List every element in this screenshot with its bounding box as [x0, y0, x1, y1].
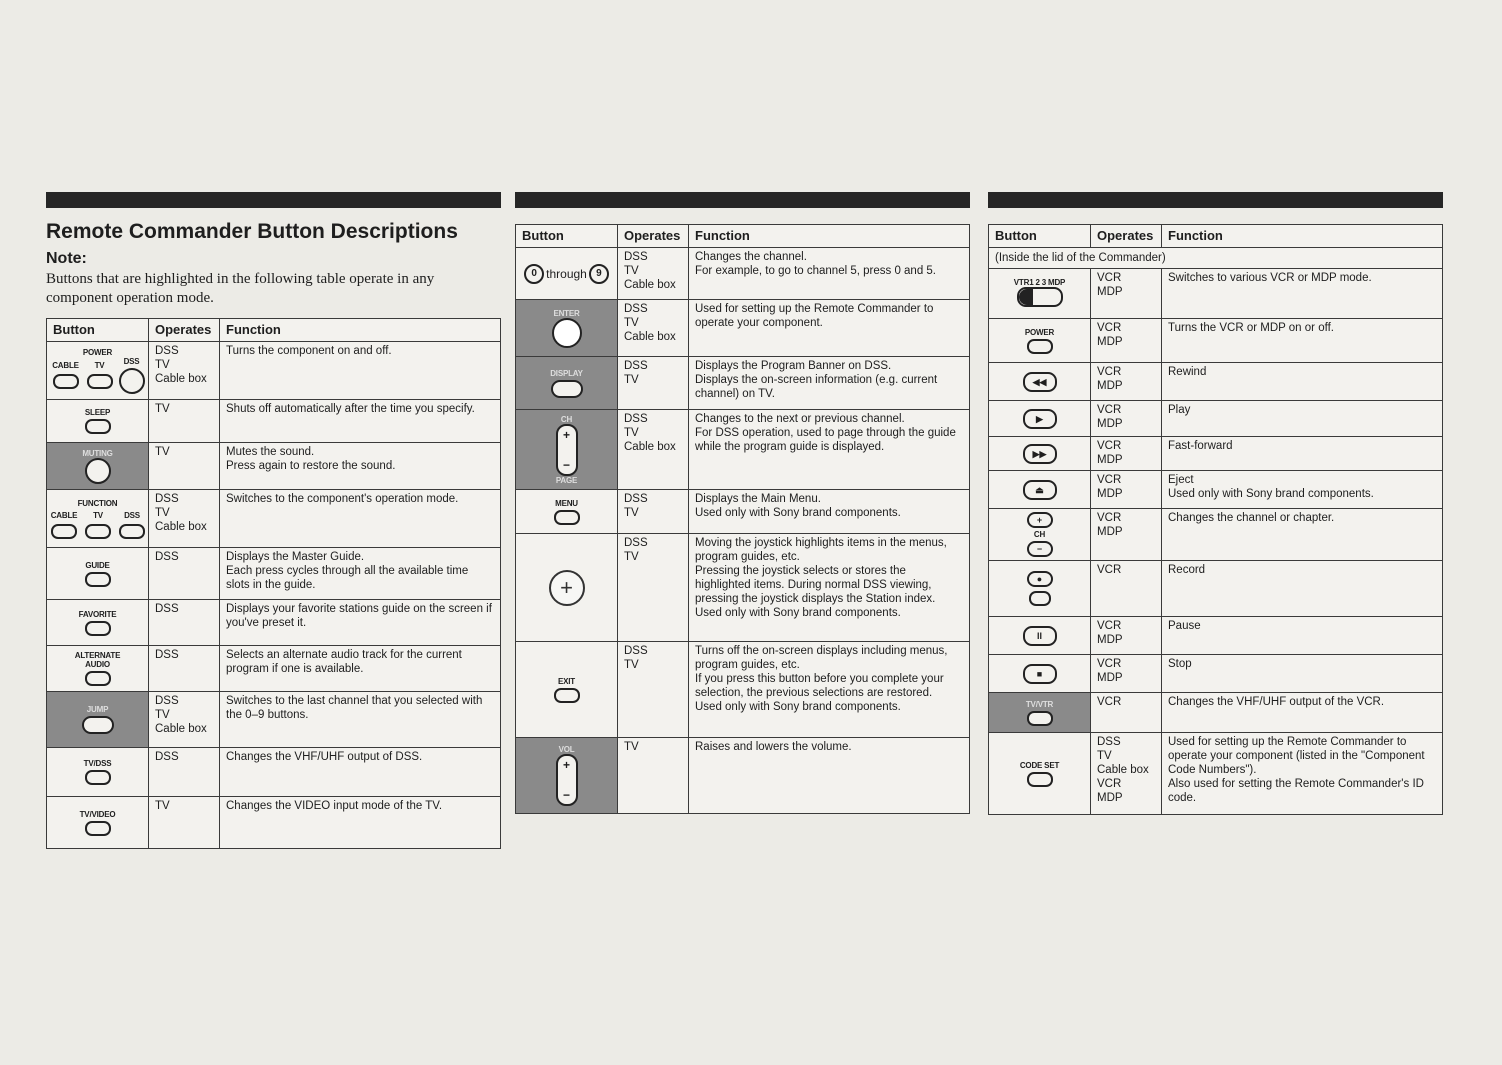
table-row [989, 437, 1443, 471]
header-bar [515, 192, 970, 208]
operates-cell: VCR MDP [1091, 509, 1162, 561]
function-cell: Turns off the on-screen displays including menus, program guides, etc. If you press this button before you complete your selection, the previous selections are restored. Used only with Sony brand components. [689, 642, 970, 738]
header-function: Function [1162, 225, 1443, 248]
favorite-button-icon [85, 621, 111, 636]
tv-function-button-icon [85, 524, 111, 539]
minus-icon: − [1027, 541, 1053, 557]
button-label: TV/VTR [1025, 699, 1054, 709]
function-cell: Turns the VCR or MDP on or off. [1162, 319, 1443, 363]
tv-vtr-button-icon [1027, 711, 1053, 726]
button-label: CODE SET [1019, 760, 1060, 770]
power-buttons [47, 342, 149, 400]
operates-cell: DSS TV [618, 357, 689, 410]
page-title: Remote Commander Button Descriptions [46, 220, 458, 243]
button-label: DISPLAY [550, 368, 583, 378]
table-row [989, 319, 1443, 363]
button-label: EXIT [558, 676, 575, 686]
exit-button [516, 642, 618, 738]
function-cell: Selects an alternate audio track for the current program if one is available. [220, 646, 501, 692]
jump-button [47, 692, 149, 748]
record-lower-button-icon [1029, 591, 1051, 606]
volume-rocker-icon [556, 754, 578, 806]
plus-icon: + [562, 758, 570, 772]
table-row [989, 733, 1443, 815]
table-row [47, 646, 501, 692]
zero-button-icon: 0 [524, 264, 544, 284]
function-cell: Switches to the component's operation mode. [220, 490, 501, 548]
tv-power-button-icon [87, 374, 113, 389]
play-button [989, 401, 1091, 437]
enter-button-icon [552, 318, 582, 348]
code-set-button-icon [1027, 772, 1053, 787]
button-label: AUDIO [85, 660, 110, 669]
table-row [989, 269, 1443, 319]
record-icon: ● [1027, 571, 1053, 587]
guide-button-icon [85, 572, 111, 587]
middle-button-table [515, 224, 970, 814]
favorite-button [47, 600, 149, 646]
plus-icon: + [1027, 512, 1053, 528]
table-header [989, 225, 1443, 248]
table-row [47, 748, 501, 797]
function-cell: Changes the channel. For example, to go to channel 5, press 0 and 5. [689, 248, 970, 300]
function-cell: Switches to various VCR or MDP mode. [1162, 269, 1443, 319]
muting-button-icon [85, 458, 111, 484]
alternate-audio-button-icon [85, 671, 111, 686]
function-cell: Rewind [1162, 363, 1443, 401]
vcr-power-button-icon [1027, 339, 1053, 354]
table-row [516, 642, 970, 738]
operates-cell: DSS [149, 748, 220, 797]
minus-icon: − [562, 788, 570, 802]
right-panel [988, 192, 1443, 815]
function-cell: Switches to the last channel that you selected with the 0–9 buttons. [220, 692, 501, 748]
button-label: TV/DSS [83, 759, 112, 768]
table-row [989, 471, 1443, 509]
button-label: CABLE [50, 510, 78, 520]
display-button [516, 357, 618, 410]
header-button: Button [989, 225, 1091, 248]
operates-cell: VCR MDP [1091, 319, 1162, 363]
button-label: CH [560, 414, 573, 424]
table-subheading-row [989, 248, 1443, 269]
operates-cell: DSS TV Cable box [149, 342, 220, 400]
function-cell: Record [1162, 561, 1443, 617]
operates-cell: VCR MDP [1091, 363, 1162, 401]
function-cell: Changes the channel or chapter. [1162, 509, 1443, 561]
operates-cell: DSS TV [618, 490, 689, 534]
button-label: POWER [82, 347, 113, 357]
table-row [989, 617, 1443, 655]
operates-cell: DSS TV Cable box [149, 490, 220, 548]
joystick-icon: + [549, 570, 585, 606]
button-label: TV [94, 361, 105, 370]
function-cell: Changes the VIDEO input mode of the TV. [220, 797, 501, 849]
function-cell: Mutes the sound. Press again to restore the sound. [220, 443, 501, 490]
note-heading: Note: [46, 250, 87, 267]
button-label: ENTER [553, 308, 580, 318]
eject-button [989, 471, 1091, 509]
table-row [989, 509, 1443, 561]
sleep-button [47, 400, 149, 443]
button-label: POWER [1024, 327, 1055, 337]
header-operates: Operates [1091, 225, 1162, 248]
function-cell: Used for setting up the Remote Commander to operate your component. [689, 300, 970, 357]
function-cell: Displays the Program Banner on DSS. Displays the on-screen information (e.g. current channel) on TV. [689, 357, 970, 410]
tv-video-button [47, 797, 149, 849]
right-button-table [988, 224, 1443, 815]
dss-power-button-icon [119, 368, 145, 394]
button-label: GUIDE [85, 560, 110, 570]
function-buttons [47, 490, 149, 548]
muting-button [47, 443, 149, 490]
operates-cell: DSS [149, 600, 220, 646]
display-button-icon [551, 380, 583, 398]
eject-icon: ⏏ [1023, 480, 1057, 500]
button-label: DSS [124, 510, 140, 520]
function-cell: Changes the VHF/UHF output of DSS. [220, 748, 501, 797]
button-label: TV/VIDEO [79, 809, 116, 819]
button-label: MUTING [82, 448, 113, 458]
table-row [516, 738, 970, 814]
operates-cell: TV [149, 400, 220, 443]
table-header [47, 319, 501, 342]
pause-icon: II [1023, 626, 1057, 646]
table-row [989, 655, 1443, 693]
channel-rocker-icon [556, 424, 578, 476]
button-label: PAGE [555, 475, 578, 485]
operates-cell: VCR MDP [1091, 617, 1162, 655]
function-cell: Stop [1162, 655, 1443, 693]
table-row [47, 600, 501, 646]
function-cell: Displays the Master Guide. Each press cycles through all the available time slots in the guide. [220, 548, 501, 600]
table-row [47, 443, 501, 490]
operates-cell: VCR MDP [1091, 401, 1162, 437]
operates-cell: VCR MDP [1091, 437, 1162, 471]
function-cell: Shuts off automatically after the time you specify. [220, 400, 501, 443]
operates-cell: DSS [149, 548, 220, 600]
number-buttons [516, 248, 618, 300]
button-label: SLEEP [84, 408, 111, 417]
header-bar [46, 192, 501, 208]
code-set-button [989, 733, 1091, 815]
function-cell: Displays the Main Menu. Used only with Sony brand components. [689, 490, 970, 534]
left-panel [46, 192, 501, 849]
rewind-button [989, 363, 1091, 401]
button-label: VTR1 2 3 MDP [1013, 278, 1066, 287]
table-row [47, 342, 501, 400]
operates-cell: DSS TV [618, 642, 689, 738]
table-row [516, 300, 970, 357]
tv-vtr-button [989, 693, 1091, 733]
nine-button-icon: 9 [589, 264, 609, 284]
menu-button-icon [554, 510, 580, 525]
tv-dss-button-icon [85, 770, 111, 785]
note-text: Buttons that are highlighted in the following table operate in any component operation mode. [46, 271, 435, 306]
operates-cell: DSS TV Cable box [618, 410, 689, 490]
function-cell: Play [1162, 401, 1443, 437]
alternate-audio-button [47, 646, 149, 692]
operates-cell: VCR [1091, 561, 1162, 617]
table-row [516, 357, 970, 410]
operates-cell: DSS TV Cable box [149, 692, 220, 748]
header-operates: Operates [149, 319, 220, 342]
table-row [989, 363, 1443, 401]
joystick-button [516, 534, 618, 642]
header-operates: Operates [618, 225, 689, 248]
header-bar [988, 192, 1443, 208]
fast-forward-icon: ▶▶ [1023, 444, 1057, 464]
table-row [47, 548, 501, 600]
menu-button [516, 490, 618, 534]
table-row [516, 248, 970, 300]
table-header [516, 225, 970, 248]
exit-button-icon [554, 688, 580, 703]
table-row [516, 410, 970, 490]
table-row [989, 561, 1443, 617]
button-label: ALTERNATE [74, 651, 121, 660]
operates-cell: DSS TV Cable box [618, 248, 689, 300]
button-label: CABLE [52, 361, 79, 370]
tv-dss-button [47, 748, 149, 797]
operates-cell: VCR MDP [1091, 655, 1162, 693]
left-button-table [46, 318, 501, 849]
vcr-channel-button [989, 509, 1091, 561]
function-cell: Eject Used only with Sony brand components. [1162, 471, 1443, 509]
function-cell: Pause [1162, 617, 1443, 655]
table-row [516, 490, 970, 534]
operates-cell: DSS TV [618, 534, 689, 642]
table-row [47, 692, 501, 748]
guide-button [47, 548, 149, 600]
button-label: MENU [555, 498, 578, 508]
button-label: JUMP [86, 705, 109, 714]
function-cell: Raises and lowers the volume. [689, 738, 970, 814]
function-cell: Used for setting up the Remote Commander to operate your component (listed in the "Component Code Numbers"). Also used for setting the Remote Commander's ID code. [1162, 733, 1443, 815]
button-label: DSS [123, 356, 140, 366]
plus-icon: + [562, 427, 570, 442]
button-label: TV [93, 510, 103, 520]
function-cell: Changes to the next or previous channel. For DSS operation, used to page through the guide while the program guide is displayed. [689, 410, 970, 490]
record-button [989, 561, 1091, 617]
operates-cell: VCR MDP [1091, 269, 1162, 319]
vcr-power-button [989, 319, 1091, 363]
button-label: CH [1033, 530, 1046, 539]
fast-forward-button [989, 437, 1091, 471]
operates-cell: DSS TV Cable box VCR MDP [1091, 733, 1162, 815]
mode-switch-icon [1017, 287, 1063, 307]
lid-subheading: (Inside the lid of the Commander) [989, 248, 1443, 269]
minus-icon: − [562, 457, 570, 472]
operates-cell: TV [149, 797, 220, 849]
operates-cell: DSS TV Cable box [618, 300, 689, 357]
operates-cell: DSS [149, 646, 220, 692]
table-row [47, 797, 501, 849]
volume-button [516, 738, 618, 814]
button-label: FAVORITE [78, 609, 117, 619]
tv-video-button-icon [85, 821, 111, 836]
table-row [989, 693, 1443, 733]
function-cell: Moving the joystick highlights items in the menus, program guides, etc. Pressing the joystick selects or stores the highlighted items. During normal DSS viewing, pressing the joystick displays the Station index. Used only with Sony brand components. [689, 534, 970, 642]
operates-cell: VCR [1091, 693, 1162, 733]
cable-power-button-icon [53, 374, 79, 389]
operates-cell: TV [618, 738, 689, 814]
dss-function-button-icon [119, 524, 145, 539]
pause-button [989, 617, 1091, 655]
enter-button [516, 300, 618, 357]
channel-page-button [516, 410, 618, 490]
header-function: Function [220, 319, 501, 342]
sleep-button-icon [85, 419, 111, 434]
function-cell: Turns the component on and off. [220, 342, 501, 400]
function-cell: Fast-forward [1162, 437, 1443, 471]
cable-function-button-icon [51, 524, 77, 539]
operates-cell: VCR MDP [1091, 471, 1162, 509]
header-button: Button [47, 319, 149, 342]
stop-icon: ■ [1023, 664, 1057, 684]
middle-panel [515, 192, 970, 814]
table-row [516, 534, 970, 642]
table-row [47, 490, 501, 548]
through-text: through [546, 266, 587, 281]
button-label: FUNCTION [77, 498, 118, 508]
table-row [47, 400, 501, 443]
button-label: VOL [558, 745, 575, 754]
header-function: Function [689, 225, 970, 248]
function-cell: Changes the VHF/UHF output of the VCR. [1162, 693, 1443, 733]
header-button: Button [516, 225, 618, 248]
table-row [989, 401, 1443, 437]
function-cell: Displays your favorite stations guide on the screen if you've preset it. [220, 600, 501, 646]
vtr-mdp-switch [989, 269, 1091, 319]
rewind-icon: ◀◀ [1023, 372, 1057, 392]
jump-button-icon [82, 716, 114, 734]
operates-cell: TV [149, 443, 220, 490]
stop-button [989, 655, 1091, 693]
play-icon: ▶ [1023, 409, 1057, 429]
